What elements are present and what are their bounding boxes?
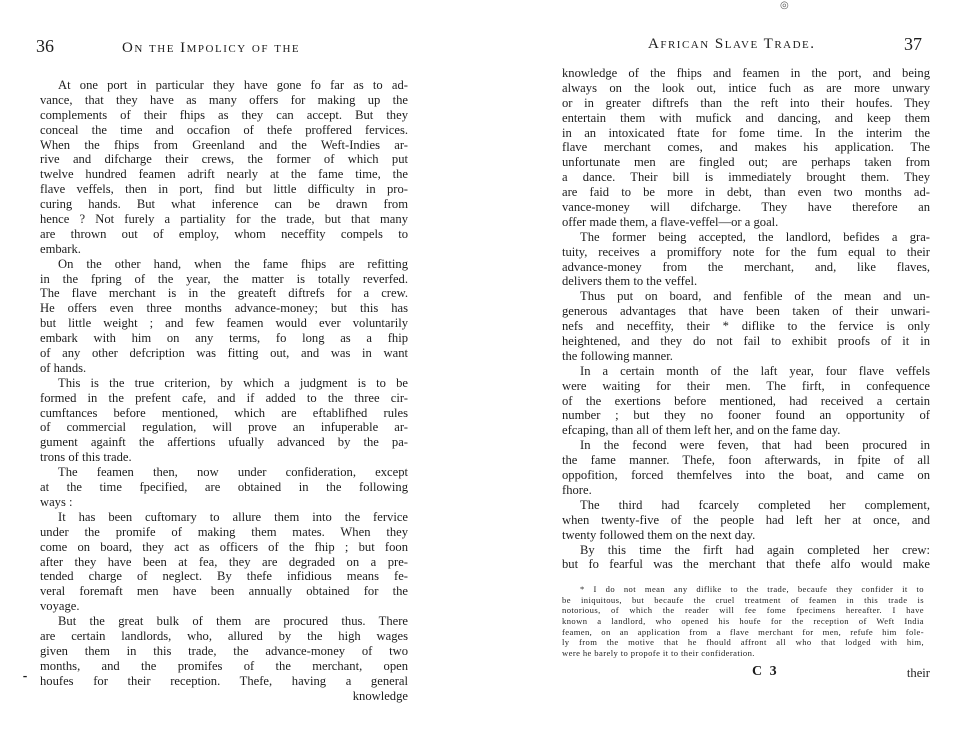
catchword: their [906, 666, 930, 681]
text-line: The third had fcarcely completed her complement, [580, 497, 930, 512]
text-line: a dance. Their bill is immediately brought them. They [562, 170, 930, 185]
text-line: When the fhips from Greenland and the Weft-Indies ar- [40, 137, 408, 152]
text-line: the following manner. [562, 348, 673, 363]
text-line: cumftances before mentioned, which are eftablifhed rules [40, 405, 408, 420]
text-line: unfortunate men are fingled out; are perhaps taken from [562, 155, 930, 170]
text-line: He offers even three months advance-money; but this has [40, 301, 408, 316]
text-line: when twenty-five of the people had left her at once, and [562, 512, 930, 527]
text-line: of hands. [40, 360, 87, 375]
text-line: are thrown out of employ, whom neceffity compels to [40, 226, 408, 241]
text-line: curing hands. But what inference can be drawn from [40, 197, 408, 212]
right-running-head: African Slave Trade. [648, 36, 816, 52]
right-page-number: 37 [904, 34, 922, 54]
text-line: complements of their fhips as they can accept. But they [40, 107, 408, 122]
text-line: heightened, and they do not fail to exhibit proofs of it in [562, 334, 930, 349]
margin-mark: ⁃ [22, 670, 28, 684]
text-line: twelve hundred feamen adrift nearly at the fame time, the [40, 167, 408, 182]
text-line: ways : [40, 494, 73, 509]
footnote-line: ly from the motive that he fhould affront all who that lodged with him, [562, 637, 924, 648]
text-line: But the great bulk of them are procured thus. There [58, 614, 408, 629]
text-line: In the fecond were feven, that had been procured in [580, 438, 930, 453]
text-line: delivers them to the veffel. [562, 274, 698, 289]
text-line: given them in this trade, the advance-money of two [40, 643, 408, 658]
right-body-text [562, 66, 930, 572]
text-line: of any other defcription was fitting out, and was in want [40, 346, 408, 361]
text-line: Thus put on board, and fenfible of the mean and un- [580, 289, 930, 304]
gutter-ornament: ◎ [780, 0, 789, 11]
text-line: vance-money will difcharge. They have therefore an [562, 200, 930, 215]
right-page-header [562, 34, 980, 68]
text-line: at the time fpecified, are obtained in the following [40, 480, 408, 495]
text-line: oppofition, forced themfelves into the boat, and came on [562, 468, 930, 483]
text-line: tended charge of neglect. By thefe infidious means fe- [40, 569, 408, 584]
footnote-line: notorious, of which the reader will fee fome fpecimens hereafter. I have [562, 605, 924, 616]
text-line: twenty followed them on the next day. [562, 527, 756, 542]
footnote [562, 584, 924, 658]
signature-mark: C 3 [752, 664, 779, 680]
text-line: rive and difcharge their crews, the former of which put [40, 152, 408, 167]
left-page-header [36, 36, 470, 68]
text-line: By this time the firft had again completed her crew: [580, 542, 930, 557]
text-line: embark with him on any terms, fo long as a fhip [40, 331, 408, 346]
text-line: offer made them, a flave-veffel—or a goal. [562, 214, 779, 229]
text-line: under the promife of making them mates. When they [40, 524, 408, 539]
left-running-head: On the Impolicy of the [122, 40, 301, 56]
right-page [510, 0, 980, 737]
text-line: number ; but they no fooner found an opportunity of [562, 408, 930, 423]
text-line: The feamen then, now under confideration, except [58, 465, 408, 480]
left-body-text [40, 78, 408, 703]
text-line: are faid to be more in debt, than even two months ad- [562, 185, 930, 200]
footnote-line: be iniquitous, but becaufe the cruel treatment of feamen in this trade is [562, 594, 924, 605]
text-line: veral foremaft men have been annually obtained for the [40, 584, 408, 599]
text-line: are certain landlords, who, allured by the high wages [40, 628, 408, 643]
signature-row [562, 662, 930, 682]
text-line: nefs and neceffity, their * diflike to the fervice is only [562, 319, 930, 334]
text-line: vance, that they have as many offers for making up the [40, 92, 408, 107]
text-line: or in greater diftrefs than the reft into their houfes. They [562, 95, 930, 110]
text-line: At one port in particular they have gone fo far as to ad- [58, 78, 408, 92]
text-line: entertain them with mufick and dancing, and keep them [562, 110, 930, 125]
text-line: tuity, receives a promiffory note for the fum equal to their [562, 244, 930, 259]
text-line: months, and the promifes of the merchant, open [40, 658, 408, 673]
text-line: advance-money from the merchant, and, like flaves, [562, 259, 930, 274]
text-line: the fame manner. Thefe, foon afterwards, in fpite of all [562, 453, 930, 468]
text-line: conceal the time and occafion of thefe proffered fervices. [40, 122, 408, 137]
text-line: fhore. [562, 482, 592, 497]
footnote-line: feamen, on an application from a flave merchant for men, refufe him fole- [562, 626, 924, 637]
text-line: The flave merchant is in the greateft diftrefs for a crew. [40, 286, 408, 301]
text-line: embark. [40, 241, 81, 256]
footnote-line: * I do not mean any diflike to the trade, becaufe they confider it to [580, 584, 924, 595]
text-line: formed in the prefent cafe, and if added to the three cir- [40, 390, 408, 405]
text-line: were waiting for their men. The firft, in confequence [562, 378, 930, 393]
text-line: On the other hand, when the fame fhips are refitting [58, 256, 408, 271]
text-line: of the exertions before mentioned, had received a certain [562, 393, 930, 408]
text-line: The former being accepted, the landlord, befides a gra- [580, 229, 930, 244]
text-line: in the fpring of the year, the matter is totally reverfed. [40, 271, 408, 286]
text-line: of commercial regulation, will prove an infuperable ar- [40, 420, 408, 435]
text-line: generous advantages that have been taken of their unwari- [562, 304, 930, 319]
text-line: in an intoxicated ftate for fome time. In the interim the [562, 125, 930, 140]
text-line: voyage. [40, 599, 80, 614]
text-line: It has been cuftomary to allure them into the fervice [58, 509, 408, 524]
text-line: knowledge [352, 688, 408, 703]
text-line: always on the look out, intice fuch as are more unwary [562, 80, 930, 95]
left-page-number: 36 [36, 36, 54, 56]
text-line: gument againft the affertions ufually advanced by the pa- [40, 435, 408, 450]
text-line: come on board, they act as officers of the fhip ; but foon [40, 539, 408, 554]
text-line: efcaping, than all of them left her, and on the fame day. [562, 423, 841, 438]
text-line: This is the true criterion, by which a judgment is to be [58, 375, 408, 390]
text-line: In a certain month of the laft year, four flave veffels [580, 363, 930, 378]
text-line: trons of this trade. [40, 450, 132, 465]
text-line: after they have been at fea, they are degraded on a pre- [40, 554, 408, 569]
footnote-line: known a landlord, who opened his houfe for the reception of Weft India [562, 616, 924, 627]
text-line: but little weight ; and few feamen would ever voluntarily [40, 316, 408, 331]
text-line: but fo fearful was the merchant that thefe alfo would make [562, 557, 930, 572]
left-page [0, 0, 470, 737]
text-line: hence ? Not furely a partiality for the trade, but that many [40, 212, 408, 227]
text-line: houfes for their reception. Thefe, having a general [40, 673, 408, 688]
text-line: flave veffels, then in port, find but little difficulty in pro- [40, 182, 408, 197]
text-line: knowledge of the fhips and feamen in the port, and being [562, 66, 930, 80]
footnote-line: were he barely to propofe it to their confideration. [562, 647, 755, 658]
text-line: flave merchant comes, and makes his application. The [562, 140, 930, 155]
